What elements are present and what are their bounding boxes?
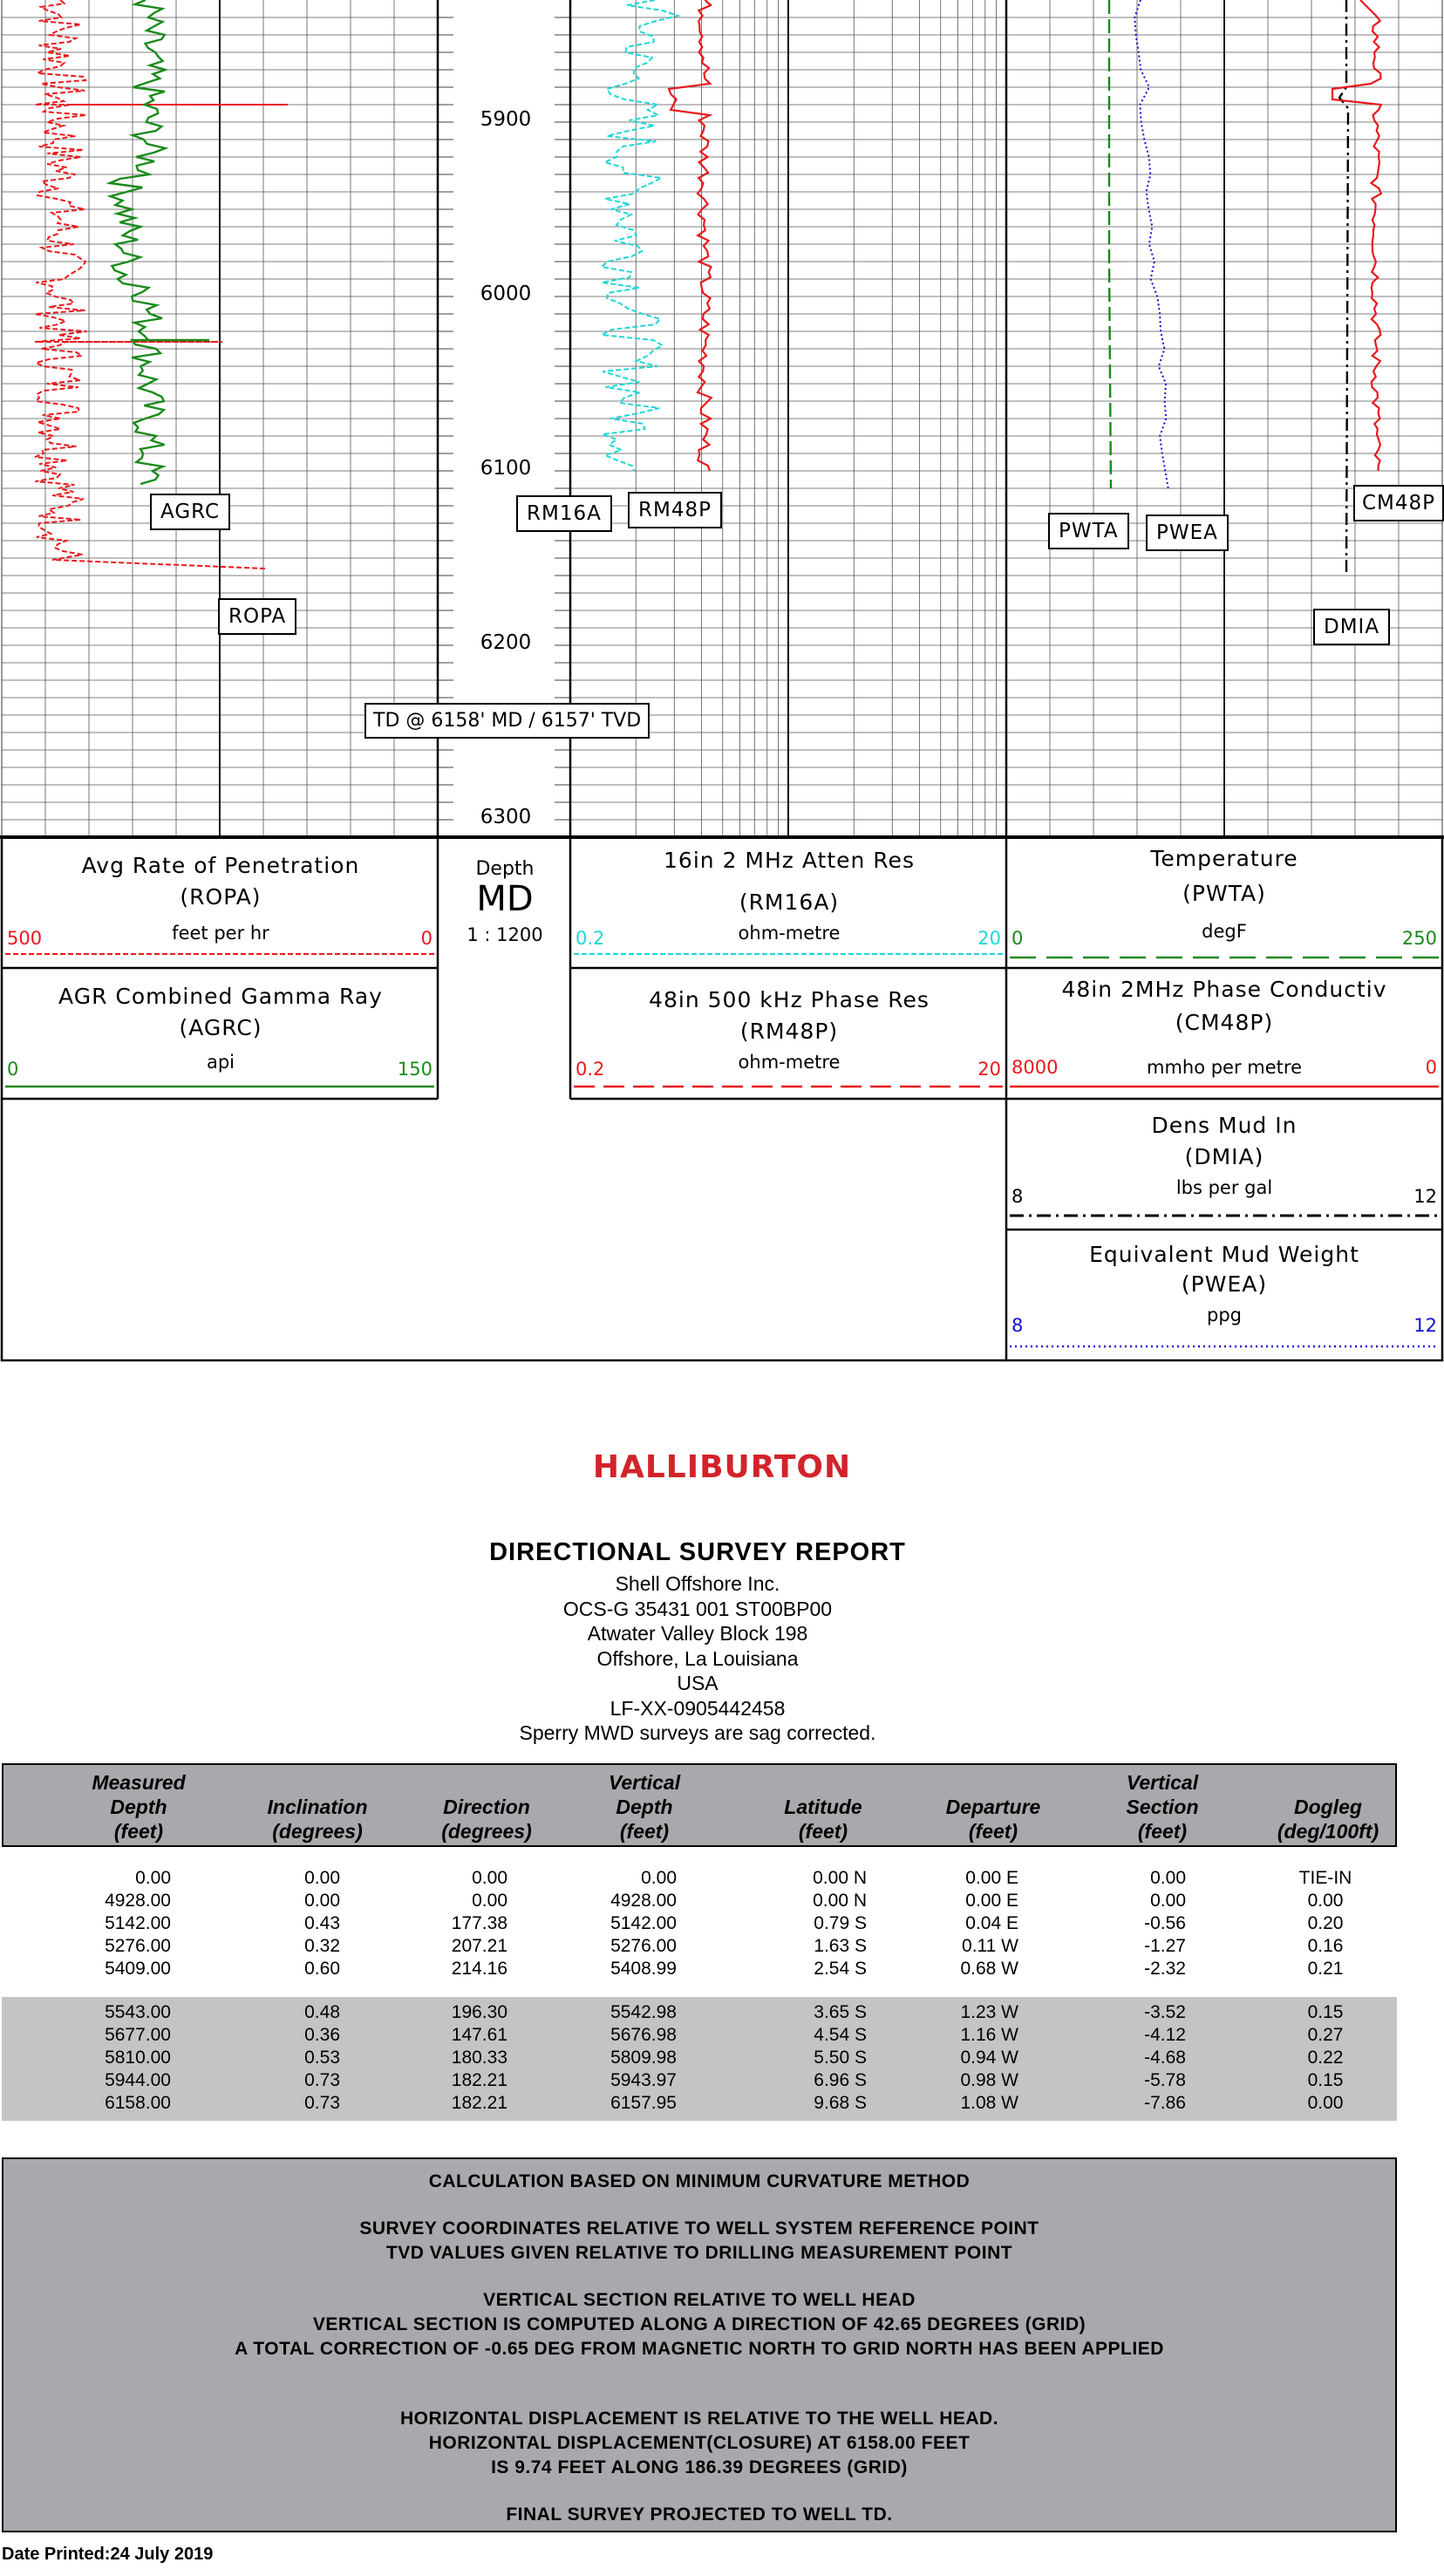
- pwta-unit: degF: [1202, 921, 1247, 942]
- rm48p-scale-right: 20: [977, 1059, 1001, 1080]
- survey-cell: 5809.98: [610, 2048, 677, 2068]
- survey-cell: 1.23 W: [960, 2002, 1018, 2022]
- rm16a-unit: ohm-metre: [738, 923, 841, 944]
- depth-tick: 5900: [480, 108, 532, 131]
- date-printed: Date Printed:24 July 2019: [2, 2545, 214, 2564]
- survey-cell: 5142.00: [610, 1913, 677, 1933]
- survey-cell: 0.73: [304, 2093, 340, 2113]
- cm48p-tag: CM48P: [1353, 485, 1444, 521]
- survey-row: [0, 1913, 1395, 1936]
- halliburton-logo: HALLIBURTON: [592, 1449, 852, 1485]
- survey-cell: 4928.00: [610, 1891, 677, 1911]
- survey-cell: 147.61: [451, 2025, 507, 2045]
- depth-tick: 6300: [480, 806, 532, 828]
- survey-cell: 2.54 S: [814, 1959, 867, 1979]
- rm16a-scale-left: 0.2: [576, 928, 605, 949]
- pwta-title: Temperature: [1150, 846, 1298, 871]
- location: Offshore, La Louisiana: [596, 1646, 799, 1670]
- col-vertical-depth: Vertical Depth (feet): [608, 1771, 681, 1843]
- rm16a-mnemonic: (RM16A): [739, 889, 840, 915]
- pwta-scale-left: 0: [1011, 928, 1024, 949]
- rm48p-scale-left: 0.2: [576, 1059, 605, 1080]
- cm48p-curve: [1332, 0, 1381, 471]
- survey-cell: 6157.95: [610, 2093, 677, 2113]
- rm16a-curve: [602, 0, 678, 471]
- survey-cell: 0.32: [304, 1936, 340, 1956]
- survey-cell: 0.98 W: [960, 2070, 1018, 2090]
- survey-cell: 1.08 W: [960, 2093, 1018, 2113]
- survey-cell: 6158.00: [105, 2093, 171, 2113]
- survey-cell: 0.16: [1307, 1936, 1344, 1956]
- survey-cell: 4.54 S: [814, 2025, 867, 2045]
- survey-cell: 0.15: [1307, 2002, 1344, 2022]
- survey-cell: 5810.00: [105, 2048, 171, 2068]
- col-measured-depth: Measured Depth (feet): [92, 1771, 186, 1843]
- depth-scale: 1 : 1200: [467, 924, 543, 945]
- sag-note: Sperry MWD surveys are sag corrected.: [519, 1721, 876, 1744]
- ropa-tag: ROPA: [218, 598, 296, 635]
- rm48p-unit: ohm-metre: [738, 1052, 841, 1073]
- note-line: IS 9.74 FEET ALONG 186.39 DEGREES (GRID): [491, 2457, 908, 2477]
- survey-cell: 0.04 E: [965, 1913, 1018, 1933]
- cm48p-scale-right: 0: [1425, 1057, 1437, 1078]
- survey-cell: 5408.99: [610, 1959, 677, 1979]
- pwea-unit: ppg: [1207, 1305, 1242, 1325]
- survey-cell: 0.20: [1307, 1913, 1344, 1933]
- survey-cell: 0.00 E: [965, 1868, 1018, 1888]
- survey-cell: 5943.97: [610, 2070, 677, 2090]
- ropa-title: Avg Rate of Penetration: [81, 853, 360, 878]
- survey-cell: 5276.00: [105, 1936, 171, 1956]
- survey-cell: -7.86: [1144, 2093, 1186, 2113]
- col-departure: Departure (feet): [945, 1796, 1041, 1843]
- pwea-scale-left: 8: [1011, 1315, 1024, 1336]
- survey-cell: 0.68 W: [960, 1959, 1018, 1979]
- survey-cell: 0.22: [1307, 2048, 1344, 2068]
- company-name: Shell Offshore Inc.: [615, 1572, 780, 1595]
- survey-cell: 0.27: [1307, 2025, 1344, 2045]
- rm16a-scale-right: 20: [977, 928, 1001, 949]
- survey-cell: 207.21: [451, 1936, 507, 1956]
- note-line: TVD VALUES GIVEN RELATIVE TO DRILLING MEASUREMENT POINT: [385, 2243, 1013, 2263]
- survey-cell: 0.79 S: [814, 1913, 867, 1933]
- survey-cell: 6.96 S: [814, 2070, 867, 2090]
- survey-row: [0, 2025, 1395, 2048]
- depth-md: MD: [476, 879, 534, 919]
- survey-cell: 5676.98: [610, 2025, 677, 2045]
- pwea-scale-right: 12: [1413, 1315, 1437, 1336]
- survey-row: [0, 2002, 1395, 2025]
- pwea-title: Equivalent Mud Weight: [1089, 1242, 1359, 1267]
- survey-cell: 0.00: [1307, 2093, 1344, 2113]
- country: USA: [677, 1672, 719, 1694]
- survey-cell: 5142.00: [105, 1913, 171, 1933]
- survey-cell: 1.63 S: [814, 1936, 867, 1956]
- cm48p-title: 48in 2MHz Phase Conductiv: [1061, 977, 1387, 1002]
- survey-cell: -5.78: [1144, 2070, 1186, 2090]
- dmia-unit: lbs per gal: [1175, 1177, 1273, 1198]
- survey-row: [0, 1891, 1395, 1913]
- pwea-tag: PWEA: [1146, 515, 1229, 551]
- col-inclination: Inclination (degrees): [267, 1796, 368, 1843]
- survey-cell: 180.33: [451, 2048, 507, 2068]
- survey-cell: -4.12: [1144, 2025, 1186, 2045]
- survey-cell: 0.53: [304, 2048, 340, 2068]
- survey-cell: 0.00 N: [813, 1891, 867, 1911]
- note-line: FINAL SURVEY PROJECTED TO WELL TD.: [506, 2504, 893, 2525]
- note-line: VERTICAL SECTION RELATIVE TO WELL HEAD: [483, 2290, 916, 2310]
- dmia-scale-left: 8: [1011, 1186, 1024, 1207]
- survey-row: [0, 1936, 1395, 1959]
- survey-cell: 5543.00: [105, 2002, 171, 2022]
- survey-cell: -1.27: [1144, 1936, 1186, 1956]
- rm16a-title: 16in 2 MHz Atten Res: [664, 848, 915, 873]
- dmia-mnemonic: (DMIA): [1184, 1144, 1264, 1169]
- survey-cell: 0.43: [304, 1913, 340, 1933]
- dmia-tag: DMIA: [1313, 609, 1390, 645]
- survey-cell: 5677.00: [105, 2025, 171, 2045]
- survey-cell: 0.00: [1307, 1891, 1344, 1911]
- survey-cell: 182.21: [451, 2070, 507, 2090]
- survey-cell: -4.68: [1144, 2048, 1186, 2068]
- survey-cell: 0.94 W: [960, 2048, 1018, 2068]
- agrc-scale-left: 0: [7, 1059, 19, 1080]
- ropa-curve: [35, 0, 288, 569]
- report-info: [0, 1571, 1395, 1746]
- survey-cell: -3.52: [1144, 2002, 1186, 2022]
- rm16a-tag: RM16A: [516, 495, 612, 532]
- survey-cell: 0.48: [304, 2002, 340, 2022]
- survey-cell: 5542.98: [610, 2002, 677, 2022]
- survey-row: [0, 1959, 1395, 1981]
- note-line: CALCULATION BASED ON MINIMUM CURVATURE METHOD: [428, 2171, 971, 2191]
- col-latitude: Latitude (feet): [784, 1796, 862, 1843]
- pwta-mnemonic: (PWTA): [1182, 881, 1266, 906]
- survey-cell: 0.00 N: [813, 1868, 867, 1888]
- block-name: Atwater Valley Block 198: [587, 1622, 808, 1645]
- depth-tick: 6100: [480, 457, 532, 480]
- td-label: TD @ 6158' MD / 6157' TVD: [364, 703, 650, 739]
- survey-row: [0, 2070, 1395, 2093]
- col-direction: Direction (degrees): [441, 1796, 532, 1843]
- survey-cell: 196.30: [451, 2002, 507, 2022]
- agrc-tag: AGRC: [150, 494, 230, 530]
- rm48p-tag: RM48P: [628, 492, 722, 528]
- note-line: VERTICAL SECTION IS COMPUTED ALONG A DIRECTION OF 42.65 DEGREES (GRID): [312, 2314, 1086, 2334]
- report-title: DIRECTIONAL SURVEY REPORT: [489, 1538, 906, 1566]
- depth-word: Depth: [475, 858, 535, 880]
- survey-cell: 0.00: [304, 1868, 340, 1888]
- rm48p-mnemonic: (RM48P): [739, 1019, 839, 1044]
- note-line: HORIZONTAL DISPLACEMENT(CLOSURE) AT 6158.00 FEET: [428, 2433, 971, 2453]
- agrc-title: AGR Combined Gamma Ray: [58, 984, 383, 1009]
- ropa-scale-left: 500: [7, 928, 43, 949]
- survey-cell: 214.16: [451, 1959, 507, 1979]
- survey-cell: 0.00: [1150, 1868, 1186, 1888]
- survey-cell: 0.36: [304, 2025, 340, 2045]
- survey-cell: 4928.00: [105, 1891, 171, 1911]
- note-line: HORIZONTAL DISPLACEMENT IS RELATIVE TO THE WELL HEAD.: [399, 2409, 999, 2429]
- survey-cell: 0.15: [1307, 2070, 1344, 2090]
- note-line: A TOTAL CORRECTION OF -0.65 DEG FROM MAGNETIC NORTH TO GRID NORTH HAS BEEN APPLIED: [235, 2339, 1164, 2359]
- survey-cell: 5.50 S: [814, 2048, 867, 2068]
- survey-cell: 5276.00: [610, 1936, 677, 1956]
- survey-cell: 5409.00: [105, 1959, 171, 1979]
- depth-tick: 6200: [480, 631, 532, 654]
- dmia-scale-right: 12: [1413, 1186, 1437, 1207]
- survey-cell: -2.32: [1144, 1959, 1186, 1979]
- survey-row: [0, 1868, 1395, 1891]
- ropa-unit: feet per hr: [172, 923, 269, 944]
- agrc-unit: api: [206, 1052, 235, 1073]
- note-line: SURVEY COORDINATES RELATIVE TO WELL SYSTEM REFERENCE POINT: [359, 2218, 1039, 2239]
- survey-cell: 0.11 W: [962, 1936, 1018, 1956]
- ropa-mnemonic: (ROPA): [180, 884, 262, 910]
- reference-number: LF-XX-0905442458: [610, 1696, 786, 1720]
- ropa-scale-right: 0: [420, 928, 433, 949]
- survey-cell: 0.00: [641, 1868, 677, 1888]
- survey-cell: -0.56: [1144, 1913, 1186, 1933]
- survey-cell: 3.65 S: [814, 2002, 867, 2022]
- survey-cell: 5944.00: [105, 2070, 171, 2090]
- survey-cell: 1.16 W: [960, 2025, 1018, 2045]
- col-dogleg: Dogleg (deg/100ft): [1277, 1796, 1379, 1843]
- survey-cell: 0.21: [1307, 1959, 1344, 1979]
- agrc-mnemonic: (AGRC): [179, 1015, 262, 1040]
- survey-cell: 0.00: [472, 1891, 507, 1911]
- survey-cell: 177.38: [451, 1913, 507, 1933]
- cm48p-unit: mmho per metre: [1146, 1057, 1302, 1078]
- survey-row: [0, 2093, 1395, 2116]
- survey-cell: 0.00: [1150, 1891, 1186, 1911]
- survey-cell: 0.60: [304, 1959, 340, 1979]
- agrc-scale-right: 150: [397, 1059, 433, 1080]
- survey-cell: 0.00 E: [965, 1891, 1018, 1911]
- log-curves: [35, 0, 1381, 576]
- survey-cell: 0.00: [304, 1891, 340, 1911]
- pwta-tag: PWTA: [1048, 513, 1129, 549]
- well-name: OCS-G 35431 001 ST00BP00: [562, 1597, 833, 1620]
- depth-tick: 6000: [480, 283, 532, 305]
- dmia-title: Dens Mud In: [1151, 1113, 1298, 1138]
- survey-cell: 9.68 S: [814, 2093, 867, 2113]
- survey-cell: 182.21: [451, 2093, 507, 2113]
- survey-cell: 0.00: [135, 1868, 171, 1888]
- pwea-mnemonic: (PWEA): [1181, 1271, 1268, 1297]
- pwta-scale-right: 250: [1401, 928, 1437, 949]
- agrc-curve: [110, 0, 209, 484]
- rm48p-curve: [669, 0, 712, 471]
- cm48p-mnemonic: (CM48P): [1175, 1010, 1274, 1035]
- survey-notes: [2, 2157, 1397, 2532]
- survey-cell: 0.00: [472, 1868, 507, 1888]
- survey-cell: TIE-IN: [1298, 1868, 1352, 1888]
- rm48p-title: 48in 500 kHz Phase Res: [649, 987, 930, 1012]
- col-vertical-section: Vertical Section (feet): [1126, 1771, 1199, 1843]
- cm48p-scale-left: 8000: [1011, 1057, 1059, 1078]
- survey-cell: 0.73: [304, 2070, 340, 2090]
- log-grid: [2, 0, 1442, 835]
- survey-row: [0, 2048, 1395, 2070]
- survey-table-header: [2, 1763, 1397, 1847]
